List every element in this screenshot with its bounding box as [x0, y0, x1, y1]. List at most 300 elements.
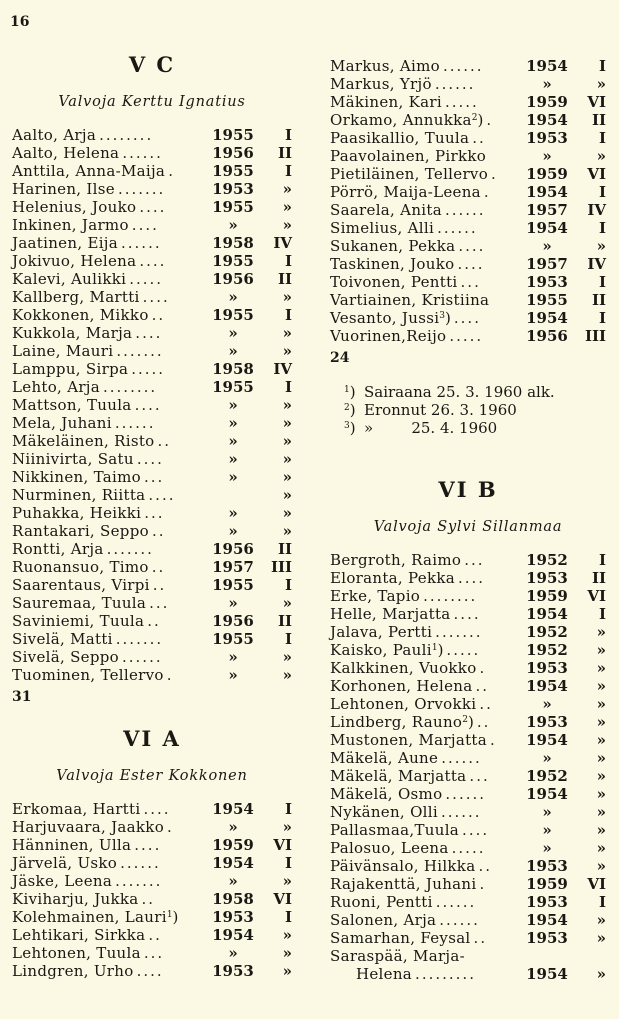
leader-dots: .... [139, 198, 167, 216]
student-name: Nikkinen, Taimo [12, 468, 141, 486]
student-grade: » [282, 944, 292, 962]
student-year: 1958 [212, 360, 254, 378]
student-row [12, 800, 292, 818]
student-name: Vuorinen,Reijo [330, 327, 447, 345]
student-grade: II [277, 270, 292, 288]
student-grade: » [596, 803, 606, 821]
student-name: Rantakari, Seppo [12, 522, 149, 540]
leader-dots: .... [143, 800, 171, 818]
student-row [12, 486, 292, 504]
class-heading: VI B [438, 477, 498, 502]
student-year: 1959 [526, 165, 568, 183]
student-grade: VI [587, 165, 606, 183]
student-name: Jäske, Leena [12, 872, 113, 890]
student-year: » [228, 324, 238, 342]
student-year: » [228, 216, 238, 234]
student-year: 1959 [526, 587, 568, 605]
leader-dots: ..... [129, 270, 164, 288]
leader-dots: ..... [446, 641, 481, 659]
student-name: Mustonen, Marjatta [330, 731, 487, 749]
student-name: Jalava, Pertti [330, 623, 433, 641]
student-name: Markus, Aimo [330, 57, 440, 75]
footnote-ref: $^1$) [431, 641, 444, 659]
leader-dots: .. [147, 612, 161, 630]
right-column [330, 57, 606, 983]
leader-dots: ...... [122, 144, 163, 162]
student-name: Mäkelä, Aune [330, 749, 439, 767]
student-row [12, 504, 292, 522]
student-year: 1955 [212, 198, 254, 216]
student-row [330, 605, 606, 623]
leader-dots: ...... [439, 911, 480, 929]
student-row [12, 818, 292, 836]
student-row [330, 587, 606, 605]
student-year: 1954 [526, 219, 568, 237]
class-heading: VI A [123, 726, 181, 751]
student-name: Paavolainen, Pirkko [330, 147, 487, 165]
leader-dots: ....... [106, 540, 154, 558]
student-name: Harjuvaara, Jaakko [12, 818, 165, 836]
student-grade: II [591, 291, 606, 309]
student-name: Mäkeläinen, Risto [12, 432, 155, 450]
class-section [12, 726, 292, 980]
student-year: 1953 [212, 962, 254, 980]
student-name: Laine, Mauri [12, 342, 114, 360]
student-list [330, 551, 606, 983]
student-grade: » [282, 396, 292, 414]
leader-dots: .... [136, 962, 164, 980]
student-grade: » [282, 432, 292, 450]
continued-student-list [330, 57, 606, 345]
student-name: Sauremaa, Tuula [12, 594, 147, 612]
student-grade: » [282, 180, 292, 198]
leader-dots: . [168, 162, 175, 180]
student-year: » [228, 288, 238, 306]
leader-dots: ...... [441, 749, 482, 767]
student-grade: » [282, 594, 292, 612]
student-year: » [542, 821, 552, 839]
leader-dots: .... [134, 836, 162, 854]
student-row [330, 219, 606, 237]
footnote-text: Eronnut 26. 3. 1960 [364, 401, 517, 419]
student-year: 1957 [526, 255, 568, 273]
student-grade: » [282, 342, 292, 360]
student-name: Rontti, Arja [12, 540, 104, 558]
student-grade: » [282, 666, 292, 684]
student-year: 1959 [526, 93, 568, 111]
student-grade: I [284, 126, 292, 144]
leader-dots: .. [475, 677, 490, 695]
student-name: Kokkonen, Mikko [12, 306, 149, 324]
student-row [330, 929, 606, 947]
student-row [12, 324, 292, 342]
student-row [330, 237, 606, 255]
student-row [330, 839, 606, 857]
student-grade: » [596, 713, 606, 731]
student-year: 1953 [526, 273, 568, 291]
leader-dots: .... [457, 569, 486, 587]
student-grade: I [598, 129, 606, 147]
leader-dots: . [167, 818, 174, 836]
student-name: Lindberg, Rauno [330, 713, 463, 731]
student-year: 1955 [212, 252, 254, 270]
footnote [344, 419, 606, 437]
leader-dots: .... [148, 486, 176, 504]
student-grade: » [596, 785, 606, 803]
leader-dots: ......... [415, 965, 476, 983]
leader-dots: .. [479, 695, 493, 713]
student-year: 1954 [526, 785, 568, 803]
student-year: 1959 [212, 836, 254, 854]
student-name: Päivänsalo, Hilkka [330, 857, 476, 875]
leader-dots: ...... [114, 414, 156, 432]
student-row [12, 450, 292, 468]
student-row [330, 893, 606, 911]
student-year: 1957 [526, 201, 568, 219]
student-grade: » [596, 839, 606, 857]
student-row [330, 767, 606, 785]
student-name: Kolehmainen, Lauri [12, 908, 167, 926]
student-row [330, 201, 606, 219]
footnote-text: Sairaana 25. 3. 1960 alk. [364, 383, 555, 401]
student-row [12, 414, 292, 432]
left-column [12, 52, 292, 980]
student-name: Toivonen, Pentti [330, 273, 458, 291]
student-row [12, 378, 292, 396]
student-grade: » [596, 147, 606, 165]
leader-dots: .... [142, 288, 170, 306]
leader-dots: . [166, 666, 174, 684]
student-grade: I [598, 605, 606, 623]
student-name: Puhakka, Heikki [12, 504, 142, 522]
student-grade: II [277, 612, 292, 630]
student-grade: » [282, 872, 292, 890]
page-number: 16 [10, 14, 30, 30]
leader-dots: ........ [99, 126, 154, 144]
student-name: Ruonansuo, Timo [12, 558, 149, 576]
student-grade: » [282, 648, 292, 666]
student-row [12, 180, 292, 198]
student-year: » [228, 342, 238, 360]
student-list [12, 800, 292, 980]
student-year: 1953 [526, 893, 568, 911]
student-row [330, 965, 606, 983]
student-name: Saviniemi, Tuula [12, 612, 145, 630]
leader-dots: ..... [449, 327, 484, 345]
student-name: Lehtonen, Tuula [12, 944, 141, 962]
student-year: 1954 [526, 605, 568, 623]
student-row [330, 569, 606, 587]
student-grade: I [598, 309, 606, 327]
student-row [12, 234, 292, 252]
student-name: Saarentaus, Virpi [12, 576, 150, 594]
student-grade: » [596, 641, 606, 659]
student-year: » [228, 818, 238, 836]
student-name: Kalevi, Aulikki [12, 270, 127, 288]
student-grade: III [584, 327, 606, 345]
student-year: » [542, 803, 552, 821]
student-grade: VI [587, 93, 606, 111]
student-grade: II [591, 111, 606, 129]
leader-dots: ... [144, 504, 165, 522]
student-row [330, 659, 606, 677]
leader-dots: .. [473, 929, 488, 947]
student-grade: » [596, 911, 606, 929]
student-name: Eloranta, Pekka [330, 569, 455, 587]
student-row [330, 551, 606, 569]
student-row [12, 558, 292, 576]
leader-dots: .... [139, 252, 167, 270]
student-year: 1953 [526, 929, 568, 947]
student-row [12, 288, 292, 306]
leader-dots: ... [460, 273, 481, 291]
footnote-text: » 25. 4. 1960 [364, 419, 498, 437]
student-year: » [228, 432, 238, 450]
student-row [330, 255, 606, 273]
student-grade: » [282, 450, 292, 468]
student-name: Rajakenttä, Juhani [330, 875, 477, 893]
student-row [330, 821, 606, 839]
student-row [12, 540, 292, 558]
leader-dots: ..... [451, 839, 486, 857]
student-year: 1955 [212, 576, 254, 594]
student-row [12, 854, 292, 872]
student-name: Hänninen, Ulla [12, 836, 132, 854]
student-grade: I [284, 162, 292, 180]
student-row [12, 432, 292, 450]
student-year: » [228, 648, 238, 666]
student-year: 1955 [526, 291, 568, 309]
student-grade: III [270, 558, 292, 576]
student-grade: I [284, 630, 292, 648]
leader-dots: .. [151, 522, 166, 540]
student-year: » [228, 872, 238, 890]
student-row [12, 216, 292, 234]
leader-dots: .... [131, 216, 159, 234]
student-grade: I [598, 893, 606, 911]
student-row [12, 198, 292, 216]
student-year: 1953 [526, 569, 568, 587]
leader-dots: ....... [435, 623, 483, 641]
student-row [330, 309, 606, 327]
student-grade: I [284, 576, 292, 594]
student-grade: » [596, 767, 606, 785]
student-name: Korhonen, Helena [330, 677, 473, 695]
student-grade: » [282, 414, 292, 432]
leader-dots: ....... [116, 342, 164, 360]
student-year: » [228, 450, 238, 468]
student-name: Kaisko, Pauli [330, 641, 432, 659]
student-grade: I [284, 800, 292, 818]
student-year: 1952 [526, 623, 568, 641]
student-name: Pietiläinen, Tellervo [330, 165, 489, 183]
student-year: 1955 [212, 162, 254, 180]
student-grade: » [596, 857, 606, 875]
student-grade: I [598, 273, 606, 291]
leader-dots: .. [151, 306, 166, 324]
student-row [12, 944, 292, 962]
student-name: Taskinen, Jouko [330, 255, 455, 273]
student-grade: IV [587, 255, 606, 273]
student-year: 1952 [526, 767, 568, 785]
student-row [330, 857, 606, 875]
student-name: Mäkelä, Osmo [330, 785, 443, 803]
student-grade: IV [273, 234, 292, 252]
student-name: Erke, Tapio [330, 587, 421, 605]
student-grade: VI [587, 875, 606, 893]
student-row [12, 648, 292, 666]
student-row [330, 713, 606, 731]
leader-dots: .. [472, 129, 486, 147]
leader-dots: .... [462, 821, 490, 839]
student-row [12, 908, 292, 926]
student-row [330, 129, 606, 147]
student-name: Helle, Marjatta [330, 605, 451, 623]
student-year: 1953 [526, 659, 568, 677]
student-year: » [228, 396, 238, 414]
leader-dots: .. [141, 890, 156, 908]
student-grade: » [596, 677, 606, 695]
leader-dots: ...... [122, 648, 163, 666]
student-grade: » [282, 818, 292, 836]
leader-dots: .... [135, 324, 163, 342]
leader-dots: . [491, 165, 498, 183]
student-name: Sivelä, Seppo [12, 648, 119, 666]
student-grade: » [282, 926, 292, 944]
student-row [12, 594, 292, 612]
student-row [330, 749, 606, 767]
student-year: 1958 [212, 890, 254, 908]
leader-dots: ...... [444, 201, 486, 219]
leader-dots: ...... [121, 234, 162, 252]
student-row [12, 836, 292, 854]
student-grade: I [598, 57, 606, 75]
student-grade: II [277, 144, 292, 162]
student-name: Aalto, Helena [12, 144, 120, 162]
student-row [330, 785, 606, 803]
leader-dots: .... [136, 450, 164, 468]
footnotes [330, 383, 606, 437]
student-name: Mattson, Tuula [12, 396, 132, 414]
student-year: 1956 [526, 327, 568, 345]
footnote [344, 383, 606, 401]
student-name: Niinivirta, Satu [12, 450, 134, 468]
class-section [12, 52, 292, 708]
student-list [12, 126, 292, 684]
student-name: Vesanto, Jussi [330, 309, 440, 327]
student-year: 1954 [526, 911, 568, 929]
leader-dots: ... [143, 944, 165, 962]
student-name: Kalkkinen, Vuokko [330, 659, 477, 677]
student-grade: » [596, 929, 606, 947]
student-grade: VI [587, 587, 606, 605]
student-grade: IV [587, 201, 606, 219]
student-grade: I [284, 378, 292, 396]
leader-dots: ...... [445, 785, 487, 803]
student-year: » [228, 504, 238, 522]
footnote [344, 401, 606, 419]
leader-dots: ... [469, 767, 490, 785]
student-year: 1954 [526, 183, 568, 201]
student-year: 1957 [212, 558, 254, 576]
student-grade: II [591, 569, 606, 587]
student-year: » [228, 522, 238, 540]
student-grade: » [596, 821, 606, 839]
leader-dots: ........ [423, 587, 478, 605]
student-year: 1956 [212, 540, 254, 558]
leader-dots: .. [476, 713, 491, 731]
student-year: » [542, 749, 552, 767]
student-year: 1953 [526, 713, 568, 731]
student-year: 1953 [526, 857, 568, 875]
student-grade: » [282, 504, 292, 522]
student-row [12, 360, 292, 378]
student-name: Lehtikari, Sirkka [12, 926, 146, 944]
student-year: » [542, 839, 552, 857]
student-name: Saraspää, Marja- [330, 947, 465, 965]
student-grade: » [596, 623, 606, 641]
student-year: 1959 [526, 875, 568, 893]
student-year: » [228, 666, 238, 684]
student-grade: I [598, 551, 606, 569]
student-grade: » [282, 216, 292, 234]
student-row [330, 731, 606, 749]
student-row [330, 947, 606, 965]
student-row [12, 872, 292, 890]
student-name: Järvelä, Usko [12, 854, 118, 872]
student-name: Pallasmaa,Tuula [330, 821, 460, 839]
leader-dots: .... [453, 605, 481, 623]
footnote-ref: $^2$) [471, 111, 484, 129]
footnote-mark: $^3$) [344, 419, 356, 437]
student-name: Paasikallio, Tuula [330, 129, 470, 147]
student-name: Lamppu, Sirpa [12, 360, 129, 378]
leader-dots: .... [457, 255, 485, 273]
student-grade: » [282, 468, 292, 486]
student-name: Salonen, Arja [330, 911, 437, 929]
student-year: » [228, 944, 238, 962]
leader-dots: ..... [131, 360, 166, 378]
student-row [330, 327, 606, 345]
student-row [12, 890, 292, 908]
student-grade: » [282, 198, 292, 216]
student-name: Mäkinen, Kari [330, 93, 442, 111]
leader-dots: ...... [440, 803, 482, 821]
student-year: 1953 [212, 908, 254, 926]
student-grade: » [282, 962, 292, 980]
student-row [330, 911, 606, 929]
leader-dots: ...... [434, 75, 476, 93]
leader-dots: . [479, 875, 487, 893]
leader-dots: ....... [117, 180, 166, 198]
student-grade: II [277, 540, 292, 558]
student-row [12, 126, 292, 144]
student-count: 24 [330, 350, 350, 366]
student-year: 1953 [526, 129, 568, 147]
class-supervisor: Valvoja Sylvi Sillanmaa [373, 519, 563, 535]
student-row [12, 630, 292, 648]
student-year: 1956 [212, 144, 254, 162]
student-year: 1955 [212, 630, 254, 648]
leader-dots: . [479, 659, 487, 677]
student-year: » [542, 147, 552, 165]
footnote-ref: $^2$) [462, 713, 474, 731]
student-name: Nykänen, Olli [330, 803, 438, 821]
student-grade: » [596, 695, 606, 713]
student-name: Pörrö, Maija-Leena [330, 183, 481, 201]
student-year: 1954 [526, 731, 568, 749]
student-year: 1955 [212, 126, 254, 144]
